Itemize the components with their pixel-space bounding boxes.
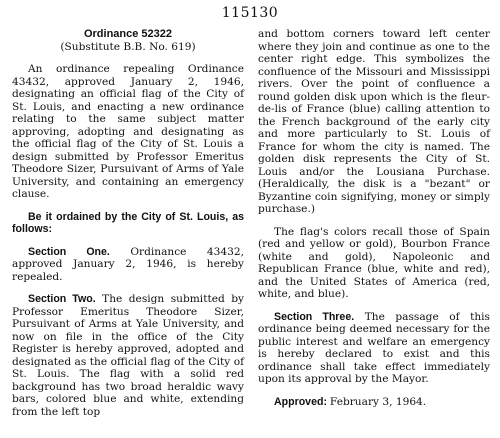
ordinance-preamble: An ordinance repealing Ordinance 43432, approved January 2, 1946, designating an official flag of the City of St. Louis, and enacting a new ordinance relating to the same subject matter approving, adopting and designating as the official flag of the City of St. Louis a design submitted by Professor Emeritus Theodore Sizer, Pursuivant of Arms of Yale University, and containing an emergency clause. [12,63,244,200]
section-two-label: Section Two. [28,293,96,305]
section-two-text-part2: and bottom corners toward left center where they join and continue as one to the center right edge. This symbolizes the confluence of the Missouri and Mississippi rivers. Over the point of confluence a round golden disk upon which is the fleur-de-lis of France (blue) calling attention to the French background of the early city and more particularly to St. Louis of France for whom the city is named. The golden disk represents the City of St. Louis and/or the Lousiana Purchase. (Heraldically, the disk is a "bezant" or Byzantine coin signifying, money or simply purchase.) [258,28,490,215]
section-three-label: Section Three. [274,310,355,323]
section-two-start [12,293,244,418]
right-column [258,28,490,408]
section-one-label: Section One. [28,245,110,258]
approval-line [258,396,490,409]
approved-label: Approved: [274,395,327,408]
ordinance-title: Ordinance 52322 [83,28,173,40]
section-three [258,311,490,386]
left-column [12,28,244,418]
page-number: 115130 [221,5,279,21]
colors-paragraph: The flag's colors recall those of Spain (red and yellow or gold), Bourbon France (white and gold), Napoleonic and Republican France (blue, white and red), and the United States of America (red, white, and blue). [258,225,490,300]
approved-date: February 3, 1964. [329,395,427,408]
section-two-text-part1: The design submitted by Professor Emeritus Theodore Sizer, Pursuivant of Arms at Yale University, and now on file in the office of the City Register is hereby approved, adopted and designated as the official flag of the City of St. Louis. The flag with a solid red background has two broad heraldic wavy bars, colored blue and white, extending from the left top [12,293,245,418]
section-one-text: Ordinance 43432, approved January 2, 1946, is hereby repealed. [12,245,244,283]
ordinance-substitute: (Substitute B.B. No. 619) [60,40,196,53]
section-three-text: The passage of this ordinance being deemed necessary for the public interest and welfare an emergency is hereby declared to exist and this ordinance shall take effect immediately upon its approval by the Mayor. [258,310,490,385]
enactment-clause: Be it ordained by the City of St. Louis, as follows: [12,210,244,235]
section-one [12,246,244,284]
section-two-continued [258,28,490,216]
